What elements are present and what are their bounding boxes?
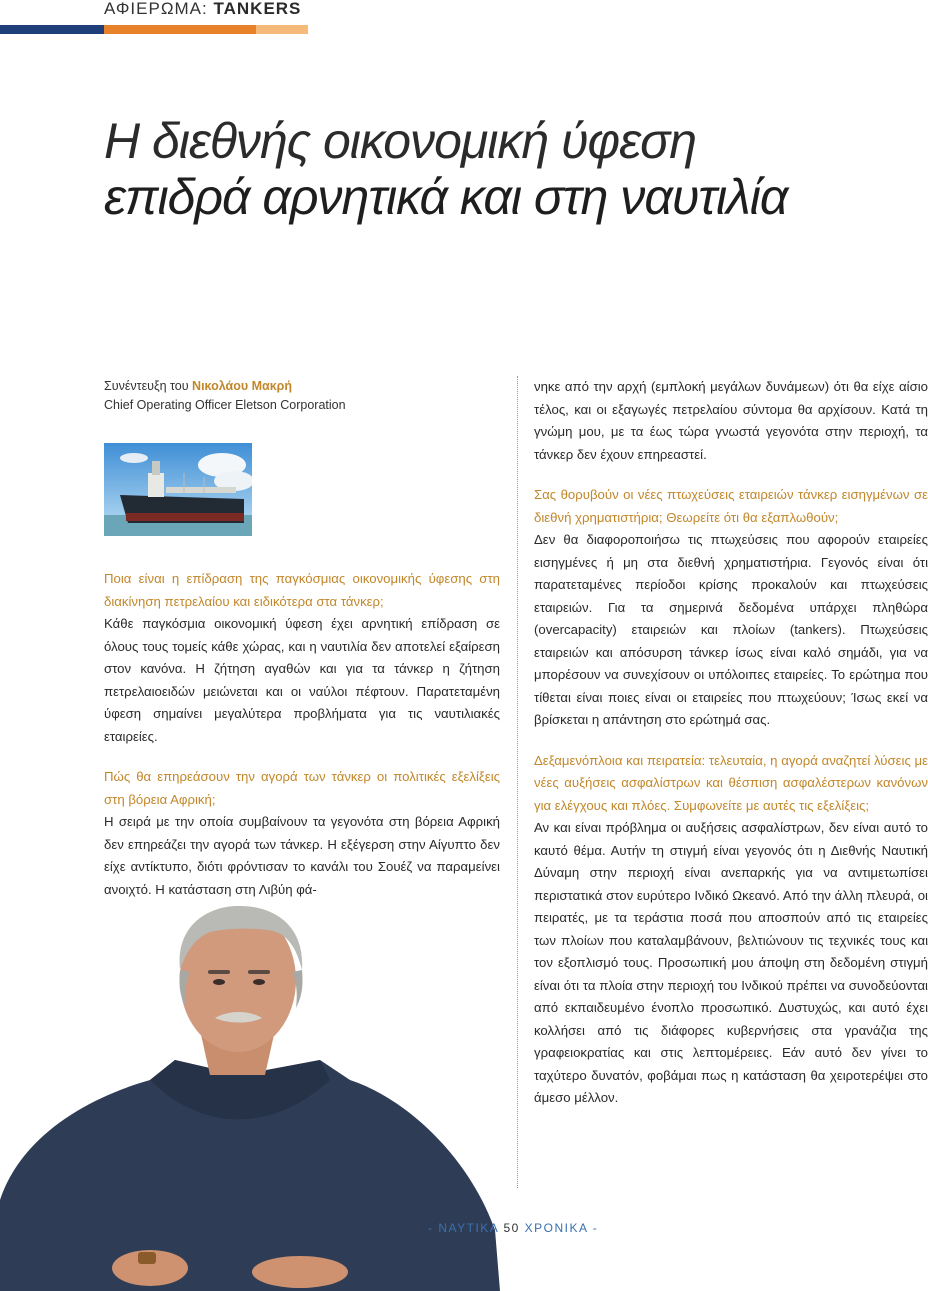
section-header — [104, 0, 301, 18]
section-label: ΑΦΙΕΡΩΜΑ: — [104, 0, 208, 18]
article-column-left — [104, 568, 500, 901]
interviewee-portrait — [0, 900, 500, 1291]
page-number: 50 — [503, 1221, 520, 1235]
question-4: Δεξαμενόπλοια και πειρατεία: τελευταία, η αγορά αναζητεί λύσεις με νέες αυξήσεις ασφαλίστρων και θέσπιση ασφαλέστερων κανόνων για ελέγχους και πλόες. Συμφωνείτε με αυτές τις εξελίξεις; — [534, 752, 928, 813]
interviewee-role: Chief Operating Officer Eletson Corporation — [104, 398, 346, 412]
question-1: Ποια είναι η επίδραση της παγκόσμιας οικονομικής ύφεσης στη διακίνηση πετρελαίου και ειδικότερα στα τάνκερ; — [104, 571, 500, 609]
tanker-ship-photo — [104, 443, 252, 536]
answer-4: Αν και είναι πρόβλημα οι αυξήσεις ασφαλίστρων, δεν είναι αυτό το καυτό θέμα. Αυτήν τη στιγμή είναι γεγονός ότι η Διεθνής Ναυτική Δύναμη στην περιοχή είναι ανεπαρκής για να αντιμετωπίσει περιστατικά στον ευρύτερο Ινδικό Ωκεανό. Από την άλλη πλευρά, οι πειρατές, με τα τεράστια ποσά που αποσπούν από τις εταιρείες των πλοίων που καταλαμβάνουν, βελτιώνουν τις τεχνικές τους και τον εξοπλισμό τους. Προσωπική μου άποψη στη δεδομένη στιγμή είναι ότι τα πλοία στην περιοχή του Ινδικού πρέπει να συνοδεύονται από εκπαιδευμένο ένοπλο προσωπικό. Δυστυχώς, και αυτό έχει κολλήσει από τις διάφορες κυβερνήσεις στα γρανάζια της γραφειοκρατίας και στις λεπτομέρειες. Εάν αυτό δεν γίνει το ταχύτερο δυνατόν, φοβάμαι πως η κατάσταση θα χειροτερέψει στο άμεσο μέλλον. — [534, 820, 928, 1105]
headline-line-1: Η διεθνής οικονομική ύφεση — [104, 113, 697, 169]
article-column-right — [534, 376, 928, 1110]
article-headline — [104, 113, 904, 225]
interviewee-name: Νικολάου Μακρή — [192, 379, 293, 393]
footer-right: ΧΡΟΝΙΚΑ - — [524, 1221, 599, 1235]
header-rule-light — [256, 25, 308, 34]
page-footer — [428, 1221, 598, 1235]
header-rule-orange — [104, 25, 256, 34]
question-2: Πώς θα επηρεάσουν την αγορά των τάνκερ οι πολιτικές εξελίξεις στη βόρεια Αφρική; — [104, 769, 500, 807]
byline-prefix: Συνέντευξη του — [104, 379, 189, 393]
footer-left: - ΝΑΥΤΙΚΑ — [428, 1221, 499, 1235]
byline — [104, 377, 346, 415]
answer-2-continuation: νηκε από την αρχή (εμπλοκή μεγάλων δυνάμεων) ότι θα είχε αίσιο τέλος, και οι εξαγωγές πετρελαίου σύντομα θα αρχίσουν. Κατά τη γνώμη μου, με τα έως τώρα γνωστά γεγονότα στην περιοχή, τα τάνκερ δεν έχουν επηρεαστεί. — [534, 379, 928, 462]
answer-1: Κάθε παγκόσμια οικονομική ύφεση έχει αρνητική επίδραση σε όλους τους τομείς κάθε χώρας, και η ναυτιλία δεν αποτελεί εξαίρεση στον κανόνα. Η ζήτηση αγαθών και για τα τάνκερ η ζήτηση πετρελαιοειδών μειώνεται και οι ναύλοι πέφτουν. Παρατεταμένη ύφεση σημαίνει μεγαλύτερα προβλήματα για τις ναυτιλιακές εταιρείες. — [104, 616, 500, 744]
column-divider — [517, 376, 518, 1188]
headline-line-2: επιδρά αρνητικά και στη ναυτιλία — [104, 169, 788, 225]
answer-2: Η σειρά με την οποία συμβαίνουν τα γεγονότα στη βόρεια Αφρική δεν επηρεάζει την αγορά των τάνκερ. Η εξέγερση στην Αίγυπτο δεν είχε αντίκτυπο, διότι φρόντισαν το κανάλι του Σουέζ να παραμείνει ανοιχτό. Η κατάσταση στη Λιβύη φά- — [104, 814, 500, 897]
question-3: Σας θορυβούν οι νέες πτωχεύσεις εταιρειών τάνκερ εισηγμένων σε διεθνή χρηματιστήρια; Θεωρείτε ότι θα εξαπλωθούν; — [534, 487, 928, 525]
answer-3: Δεν θα διαφοροποιήσω τις πτωχεύσεις που αφορούν εταιρείες εισηγμένες ή μη στα διεθνή χρηματιστήρια. Γεγονός είναι ότι παρατεταμένες περίοδοι κρίσης προκαλούν και πτωχεύσεις εταιρειών. Για τα σημερινά δεδομένα υπάρχει πληθώρα (overcapacity) εταιρειών και πλοίων (tankers). Πτωχεύσεις εταιρειών και απόσυρση τάνκερ ίσως είναι καλό σημάδι, για να μπορέσουν να συνεχίσουν οι υπόλοιπες εταιρείες. Το ερώτημα που τίθεται είναι ποιες είναι οι εταιρείες που πτωχεύουν; Ίσως εκεί να βρίσκεται η απάντηση στο ερώτημά σας. — [534, 532, 928, 727]
header-rule-blue — [0, 25, 104, 34]
section-topic: TANKERS — [213, 0, 302, 18]
